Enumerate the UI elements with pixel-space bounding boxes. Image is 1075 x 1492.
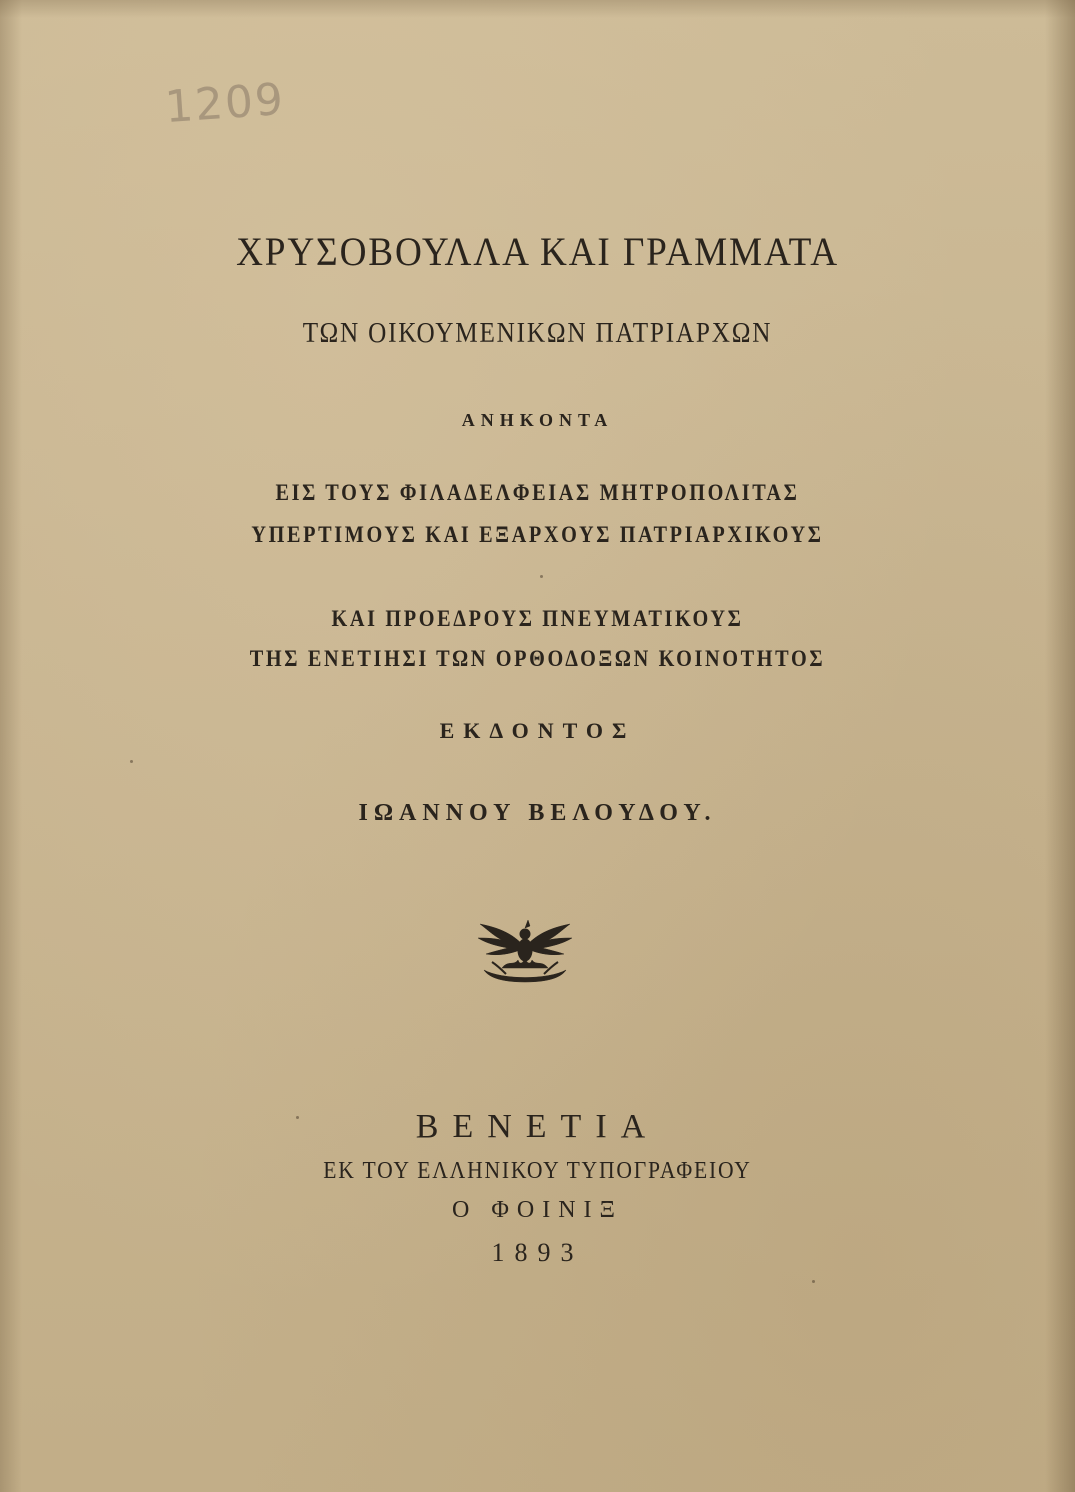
imprint-year: 1893 (491, 1238, 584, 1267)
paper-fleck (296, 1116, 299, 1119)
paper-edge-shadow-right (1045, 0, 1075, 1492)
belonging-label: ΑΝΗΚΟΝΤΑ (461, 410, 614, 430)
paper-fleck (812, 1280, 815, 1283)
edited-by-label: ΕΚΔΟΝΤΟΣ (439, 718, 636, 743)
imprint-city: ΒΕΝΕΤΙΑ (415, 1108, 660, 1145)
imprint-press-name: Ο ΦΟΙΝΙΞ (452, 1197, 623, 1223)
paper-fleck (130, 760, 133, 763)
cover-title: ΧΡΥΣΟΒΟΥΛΛΑ ΚΑΙ ΓΡΑΜΜΑΤΑ (236, 229, 839, 274)
body-line-3: ΚΑΙ ΠΡΟΕΔΡΟΥΣ ΠΝΕΥΜΑΤΙΚΟΥΣ (331, 606, 744, 631)
cover-subtitle: ΤΩΝ ΟΙΚΟΥΜΕΝΙΚΩΝ ΠΑΤΡΙΑΡΧΩΝ (302, 318, 773, 349)
editor-name: ΙΩΑΝΝΟΥ ΒΕΛΟΥΔΟΥ. (358, 800, 717, 826)
phoenix-emblem-icon (472, 910, 578, 986)
body-line-1: ΕΙΣ ΤΟΥΣ ΦΙΛΑΔΕΛΦΕΙΑΣ ΜΗΤΡΟΠΟΛΙΤΑΣ (275, 480, 800, 505)
imprint-press: ΕΚ ΤΟΥ ΕΛΛΗΝΙΚΟΥ ΤΥΠΟΓΡΑΦΕΙΟΥ (323, 1158, 752, 1184)
handwritten-pencil-note: 1209 (163, 73, 287, 134)
paper-edge-shadow-top (0, 0, 1075, 18)
body-line-2: ΥΠΕΡΤΙΜΟΥΣ ΚΑΙ ΕΞΑΡΧΟΥΣ ΠΑΤΡΙΑΡΧΙΚΟΥΣ (251, 522, 824, 547)
paper-fleck (540, 575, 543, 578)
paper-edge-shadow-left (0, 0, 22, 1492)
body-line-4: ΤΗΣ ΕΝΕΤΙΗΣΙ ΤΩΝ ΟΡΘΟΔΟΞΩΝ ΚΟΙΝΟΤΗΤΟΣ (249, 646, 826, 671)
